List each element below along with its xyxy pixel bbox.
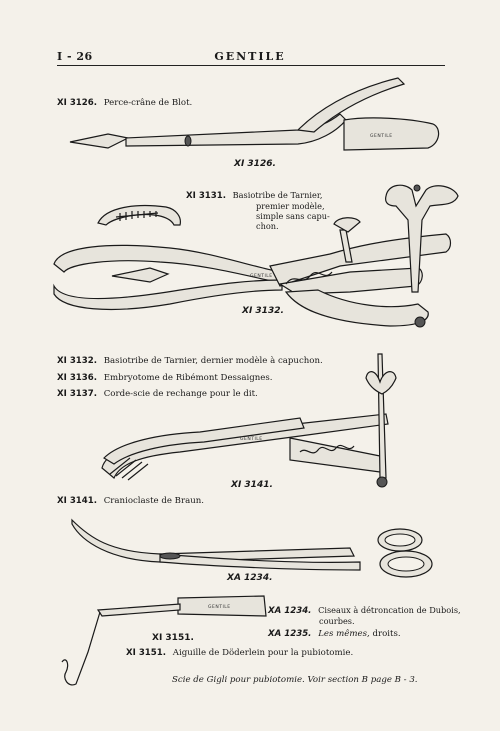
- entry-text: Basiotribe de Tarnier, dernier modèle à capuchon.: [103, 356, 323, 366]
- figure-caption-3141: XI 3141.: [231, 480, 273, 490]
- footer-note: Scie de Gigli pour pubiotomie. Voir section B page B - 3.: [172, 675, 418, 685]
- cranioclaste-illustration: [100, 348, 400, 490]
- figure-caption-3126: XI 3126.: [234, 159, 276, 169]
- entry-xa-1234: [268, 605, 461, 626]
- entry-code: XI 3141.: [57, 496, 97, 506]
- entry-code: XI 3131.: [186, 191, 226, 201]
- entry-text: Corde-scie de rechange pour le dit.: [103, 389, 258, 399]
- page-brand-title: GENTILE: [214, 50, 286, 63]
- entry-text: Embryotome de Ribémont Dessaignes.: [103, 373, 273, 383]
- figure-caption-3151: XI 3151.: [152, 633, 194, 643]
- entry-code: XI 3126.: [57, 98, 97, 108]
- entry-code: XI 3151.: [126, 648, 166, 658]
- entry-code: XI 3137.: [57, 389, 97, 399]
- entry-line: chon.: [256, 221, 279, 231]
- entry-line: courbes.: [319, 616, 355, 626]
- entry-code: XI 3132.: [57, 356, 97, 366]
- entry-line: Ciseaux à détroncation de Dubois,: [318, 605, 461, 615]
- figure-caption-3132: XI 3132.: [242, 306, 284, 316]
- tool-stamp: GENTILE: [250, 274, 273, 279]
- entry-xi-3151: [126, 648, 353, 658]
- perce-crane-illustration: [68, 72, 443, 160]
- entry-xi-3141: [57, 496, 204, 506]
- entry-line: simple sans capu-: [256, 211, 330, 221]
- entry-line: Basiotribe de Tarnier,: [232, 190, 323, 200]
- entry-text-italic: Les mêmes,: [318, 629, 370, 639]
- entry-xa-1235: [268, 629, 401, 639]
- entry-code: XI 3136.: [57, 373, 97, 383]
- entry-line: premier modèle,: [256, 201, 325, 211]
- entry-text: Cranioclaste de Braun.: [103, 496, 205, 506]
- entry-text: Aiguille de Döderlein pour la pubiotomie.: [172, 648, 354, 658]
- page-number: I - 26: [57, 50, 93, 63]
- header-rule: [57, 65, 445, 66]
- entry-code: XA 1234.: [268, 606, 312, 616]
- entry-code: XA 1235.: [268, 629, 312, 639]
- entry-text: Perce-crâne de Blot.: [103, 98, 193, 108]
- figure-caption-1234: XA 1234.: [227, 573, 273, 583]
- tool-stamp: GENTILE: [208, 605, 231, 610]
- entry-text: droits.: [372, 629, 401, 639]
- tool-stamp: GENTILE: [370, 134, 393, 139]
- tool-stamp: GENTILE: [240, 437, 263, 442]
